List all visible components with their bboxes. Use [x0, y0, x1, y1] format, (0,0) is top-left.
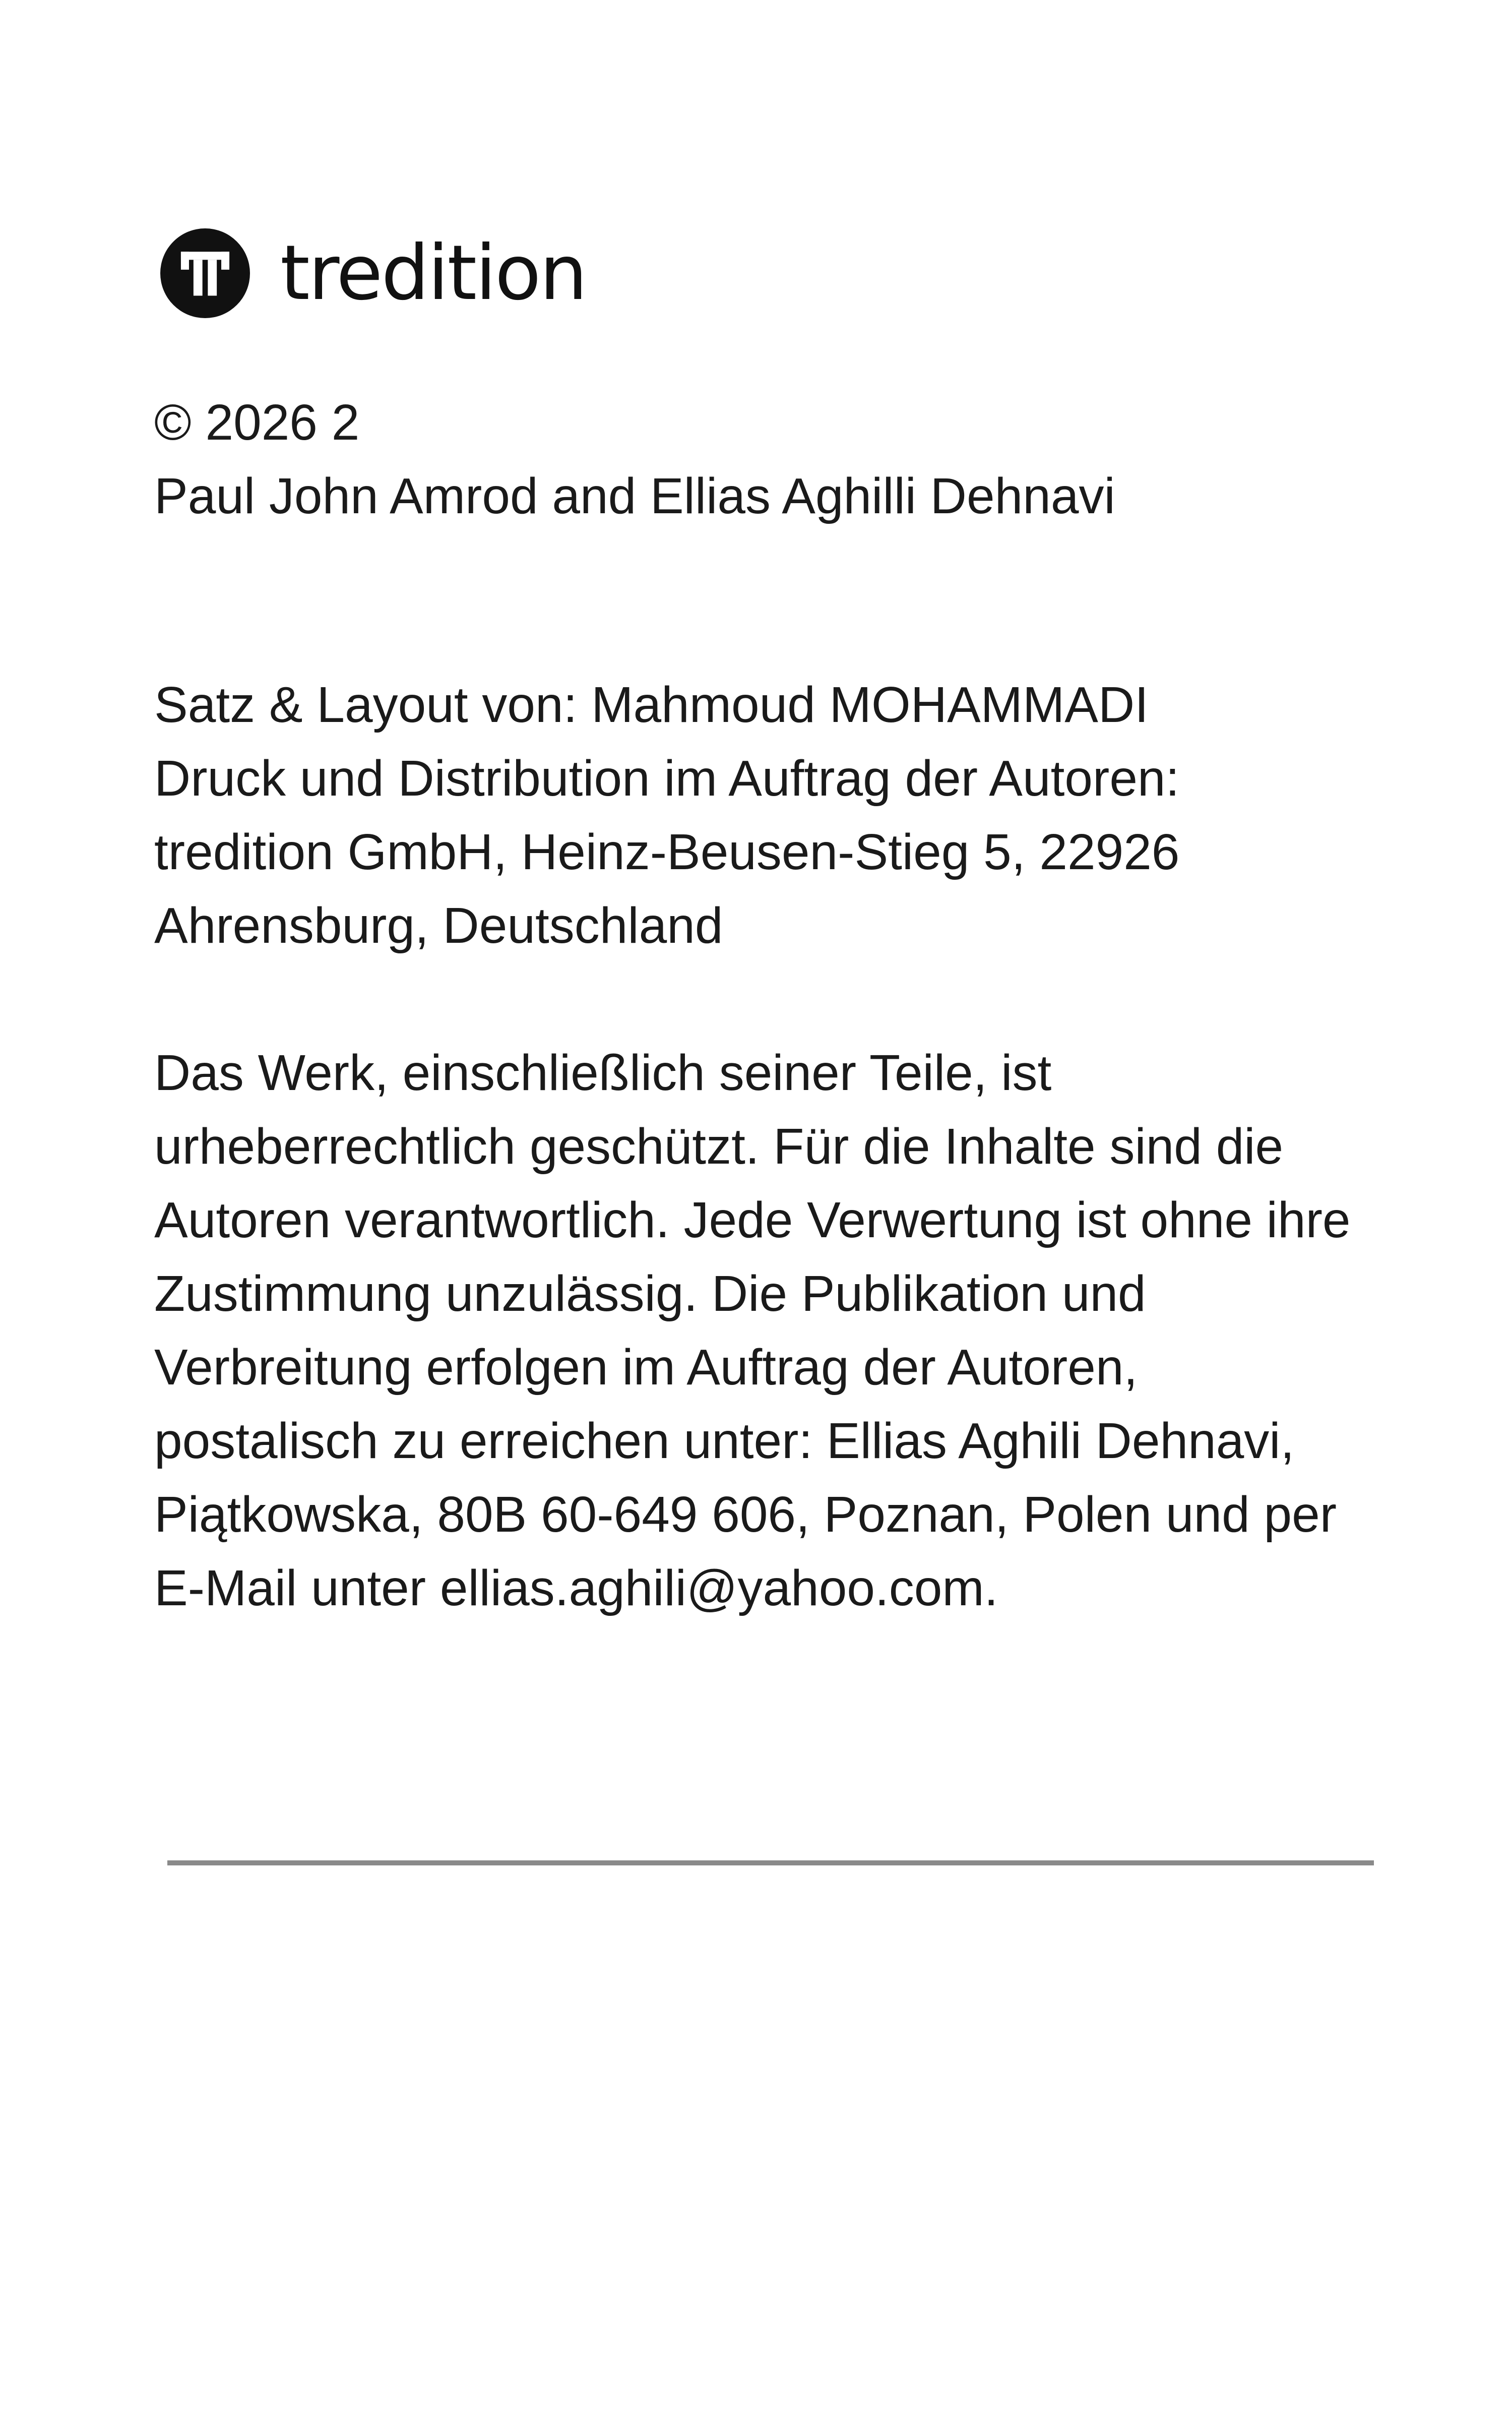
credits-line: tredition GmbH, Heinz-Beusen-Stieg 5, 22926: [154, 824, 1180, 880]
legal-line: E-Mail unter ellias.aghili@yahoo.com.: [154, 1560, 998, 1616]
copyright-block: [154, 386, 1115, 533]
authors-line: Paul John Amrod and Ellias Aghilli Dehnavi: [154, 468, 1115, 524]
credits-line: Satz & Layout von: Mahmoud MOHAMMADI: [154, 677, 1149, 733]
horizontal-divider: [167, 1860, 1374, 1865]
legal-line: urheberrechtlich geschützt. Für die Inhalte sind die: [154, 1118, 1284, 1175]
legal-line: Autoren verantwortlich. Jede Verwertung ist ohne ihre: [154, 1192, 1351, 1248]
legal-line: postalisch zu erreichen unter: Ellias Aghili Dehnavi,: [154, 1413, 1295, 1469]
credits-block: [154, 668, 1179, 962]
logo-wordmark: tredition: [280, 229, 586, 317]
publisher-logo: [160, 228, 586, 319]
tredition-logo-icon: [160, 228, 250, 318]
legal-notice-block: [154, 1036, 1351, 1625]
legal-line: Verbreitung erfolgen im Auftrag der Autoren,: [154, 1339, 1138, 1396]
credits-line: Ahrensburg, Deutschland: [154, 897, 723, 954]
legal-line: Das Werk, einschließlich seiner Teile, ist: [154, 1045, 1052, 1101]
legal-line: Zustimmung unzulässig. Die Publikation und: [154, 1265, 1146, 1322]
legal-line: Piątkowska, 80B 60-649 606, Poznan, Polen und per: [154, 1486, 1337, 1543]
copyright-line: © 2026 2: [154, 394, 360, 451]
credits-line: Druck und Distribution im Auftrag der Autoren:: [154, 750, 1180, 807]
